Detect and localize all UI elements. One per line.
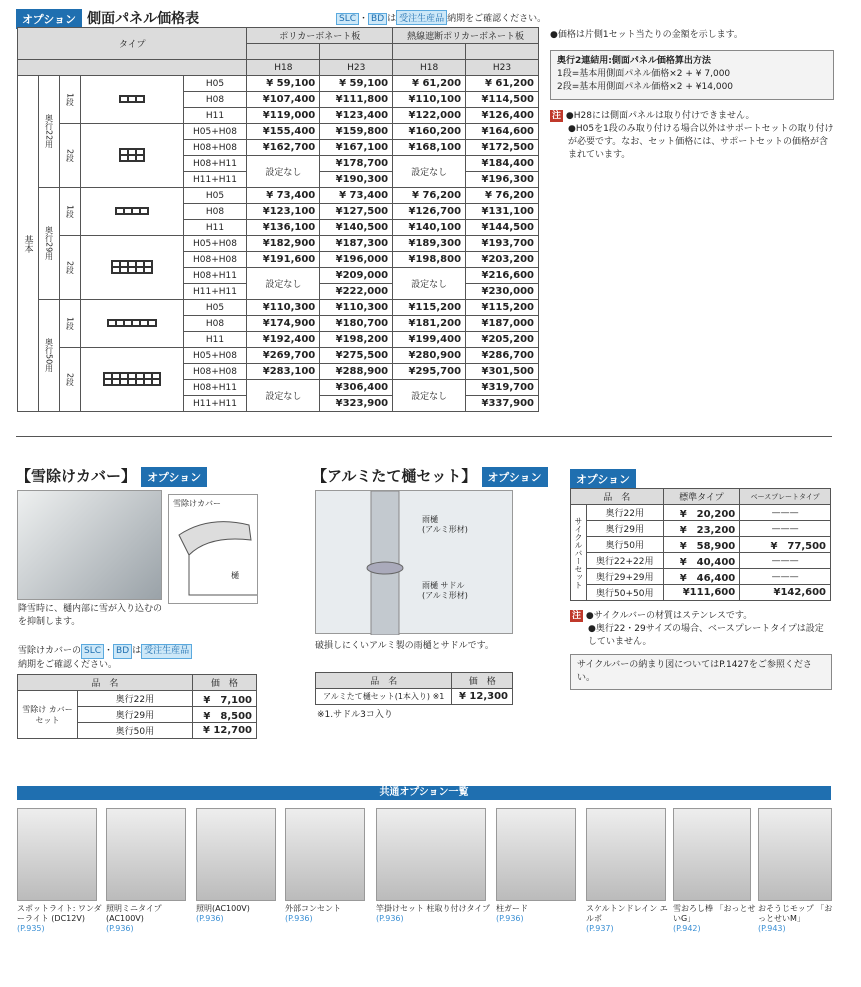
price-cell: ¥191,600 (247, 252, 320, 268)
price-cell: ¥190,300 (320, 172, 393, 188)
divider (16, 436, 832, 437)
not-available-cell: 設定なし (393, 156, 466, 188)
size-cell: H05+H08 (183, 124, 247, 140)
price-cell: ¥192,400 (247, 332, 320, 348)
size-cell: H05+H08 (183, 348, 247, 364)
snow-note: 雪除けカバーの SLC ・ BD は 受注生産品 納期をご確認ください。 (18, 644, 258, 672)
option-caption (106, 904, 192, 934)
price-cell: ¥168,100 (393, 140, 466, 156)
price-cell: ¥198,200 (320, 332, 393, 348)
price-cell: ¥140,100 (393, 220, 466, 236)
price-cell: ¥172,500 (466, 140, 539, 156)
snow-cover-diagram: 雪除けカバー 樋 (168, 494, 258, 604)
price-cell: ¥189,300 (393, 236, 466, 252)
price-cell: ¥ 61,200 (393, 76, 466, 92)
option-page-ref: (P.936) (285, 914, 313, 923)
price-cell: ¥164,600 (466, 124, 539, 140)
cycle-header: オプション (570, 468, 636, 489)
option-page-ref: (P.936) (496, 914, 524, 923)
price-cell: ¥127,500 (320, 204, 393, 220)
option-name: スケルトンドレイン エルボ (586, 904, 668, 923)
price-cell: ¥280,900 (393, 348, 466, 364)
size-cell: H11+H11 (183, 284, 247, 300)
price-cell: ¥167,100 (320, 140, 393, 156)
option-caption (586, 904, 672, 934)
price-cell: ¥199,400 (393, 332, 466, 348)
price-cell: ¥275,500 (320, 348, 393, 364)
price-cell: ¥295,700 (393, 364, 466, 380)
panel-grid-icon (80, 124, 183, 188)
price-cell: ¥114,500 (466, 92, 539, 108)
price-cell: ¥216,600 (466, 268, 539, 284)
size-cell: H08+H08 (183, 364, 247, 380)
size-cell: H08 (183, 92, 247, 108)
size-cell: H05+H08 (183, 236, 247, 252)
snow-table: 品 名 価 格 雪除け カバーセット 奥行22用 ¥ 7,100 奥行29用 ¥ 8,500 奥行50用 ¥ 12,700 (17, 674, 257, 739)
price-cell: ¥181,200 (393, 316, 466, 332)
price-cell: ¥126,400 (466, 108, 539, 124)
price-cell: ¥131,100 (466, 204, 539, 220)
price-cell: ¥209,000 (320, 268, 393, 284)
price-row (18, 188, 539, 204)
price-cell: ¥187,000 (466, 316, 539, 332)
panel-grid-icon (80, 188, 183, 236)
option-photo (586, 808, 666, 901)
option-caption (285, 904, 371, 924)
panel-grid-icon (80, 348, 183, 412)
option-page-ref: (P.937) (586, 924, 614, 933)
option-photo (285, 808, 365, 901)
price-cell: ¥ 73,400 (247, 188, 320, 204)
not-available-cell: 設定なし (393, 380, 466, 412)
option-name: 雪おろし棒 「おっとせいG」 (673, 904, 756, 923)
option-page-ref: (P.943) (758, 924, 786, 933)
price-cell: ¥160,200 (393, 124, 466, 140)
price-cell: ¥198,800 (393, 252, 466, 268)
made-to-order-badge: 受注生産品 (396, 10, 447, 25)
kihon-label: 基本 (18, 76, 39, 412)
price-cell: ¥196,300 (466, 172, 539, 188)
price-cell: ¥110,300 (247, 300, 320, 316)
price-cell: ¥205,200 (466, 332, 539, 348)
price-cell: ¥269,700 (247, 348, 320, 364)
option-name: 竿掛けセット 柱取り付けタイプ (376, 904, 491, 913)
snow-cover-header: 【雪除けカバー】 オプション (16, 465, 207, 487)
calc-box: 奥行2連結用:側面パネル価格算出方法 1段=基本用側面パネル価格×2 + ¥ 7,000 2段=基本用側面パネル価格×2 + ¥14,000 (550, 50, 834, 100)
option-photo (106, 808, 186, 901)
size-cell: H08+H08 (183, 140, 247, 156)
alumi-header: 【アルミたて樋セット】 オプション (312, 465, 548, 487)
price-cell: ¥159,800 (320, 124, 393, 140)
tier-label: 1段 (59, 76, 80, 124)
price-note: ●価格は片側1セット当たりの金額を示します。 (550, 30, 743, 40)
size-cell: H05 (183, 300, 247, 316)
option-name: おそうじモップ 「おっとせいM」 (758, 904, 833, 923)
price-cell: ¥196,000 (320, 252, 393, 268)
price-cell: ¥184,400 (466, 156, 539, 172)
option-photo (196, 808, 276, 901)
size-cell: H08 (183, 316, 247, 332)
option-caption (17, 904, 103, 934)
size-cell: H05 (183, 188, 247, 204)
price-cell: ¥115,200 (466, 300, 539, 316)
size-cell: H08+H11 (183, 380, 247, 396)
snow-cover-photo (17, 490, 162, 600)
option-photo (376, 808, 486, 901)
side-panel-title: 側面パネル価格表 (87, 11, 200, 27)
price-row (18, 236, 539, 252)
not-available-cell: 設定なし (247, 380, 320, 412)
side-panel-table: タイプ ポリカーボネート板 熱線遮断ポリカーボネート板 H18 H23 H18 H23 基本 奥行22用 1段 H05 ¥ 59,100 ¥ 59,100 ¥ 61,200 ¥ 61,200 H08 ¥107,400 ¥111,800 ¥110,100 ¥114,500 H11 ¥119,000 ¥123,400 ¥122,000 ¥126,400 2段 H05+H08 ¥155,400 ¥159,800 ¥160,200 ¥164,600 H08+H08 ¥162,700 ¥167,100 ¥168,100 ¥172,500 H08+H11 設定なし ¥178,700 設定なし ¥184,400 H11+H11 ¥190,300 ¥196,300 奥行29用 1段 H05 ¥ 73,400 ¥ 73,400 ¥ 76,200 ¥ 76,200 H08 ¥123,100 ¥127,500 ¥126,700 ¥131,100 H11 ¥136,100 ¥140,500 ¥140,100 ¥144,500 2段 H05+H08 ¥182,900 ¥187,300 ¥189,300 ¥193,700 H08+H08 ¥191,600 ¥196,000 ¥198,800 ¥203,200 H08+H11 設定なし ¥209,000 設定なし ¥216,600 H11+H11 ¥222,000 ¥230,000 奥行50用 1段 H05 ¥110,300 ¥110,300 ¥115,200 ¥115,200 H08 ¥174,900 ¥180,700 ¥181,200 ¥187,000 H11 ¥192,400 ¥198,200 ¥199,400 ¥205,200 2段 H05+H08 ¥269,700 ¥275,500 ¥280,900 ¥286,700 H08+H08 ¥283,100 ¥288,900 ¥295,700 ¥301,500 H08+H11 設定なし ¥306,400 設定なし ¥319,700 H11+H11 ¥323,900 ¥337,900 (17, 27, 539, 412)
panel-grid-icon (80, 236, 183, 300)
price-cell: ¥301,500 (466, 364, 539, 380)
price-row (18, 124, 539, 140)
bd-badge: BD (368, 13, 387, 25)
option-caption (496, 904, 582, 924)
price-cell: ¥286,700 (466, 348, 539, 364)
price-cell: ¥ 76,200 (466, 188, 539, 204)
size-cell: H08+H11 (183, 268, 247, 284)
price-cell: ¥144,500 (466, 220, 539, 236)
tier-label: 2段 (59, 124, 80, 188)
option-tag: オプション (16, 9, 82, 29)
price-cell: ¥115,200 (393, 300, 466, 316)
option-name: 照明(AC100V) (196, 904, 250, 913)
depth-label: 奥行29用 (38, 188, 59, 300)
option-name: 外部コンセント (285, 904, 341, 913)
warning-notes: 注 ●H28には側面パネルは取り付けできません。 ●H05を1段のみ取り付ける場合以外はサポートセットの取り付けが必要です。なお、セット価格には、サポートセットの価格が含まれています。 (552, 111, 834, 160)
size-cell: H11 (183, 332, 247, 348)
alumi-table: 品 名 価 格 アルミたて樋セット(1本入り) ※1 ¥ 12,300 (315, 672, 513, 705)
alumi-desc: 破損しにくいアルミ製の雨樋とサドルです。 (315, 641, 494, 651)
price-cell: ¥222,000 (320, 284, 393, 300)
size-cell: H11+H11 (183, 172, 247, 188)
price-cell: ¥111,800 (320, 92, 393, 108)
size-cell: H11+H11 (183, 396, 247, 412)
option-page-ref: (P.935) (17, 924, 45, 933)
price-row (18, 348, 539, 364)
cycle-table: 品 名 標準タイプ ベースプレートタイプ サイクルバーセット 奥行22用 ¥ 20,200 ——— 奥行29用 ¥ 23,200 ——— 奥行50用 ¥ 58,900 ¥ 77,500 奥行22+22用 ¥ 40,400 ——— 奥行29+29用 ¥ 46,400 ——— 奥行50+50用 ¥111,600 ¥142,600 (570, 488, 831, 601)
not-available-cell: 設定なし (247, 268, 320, 300)
price-cell: ¥180,700 (320, 316, 393, 332)
price-cell: ¥126,700 (393, 204, 466, 220)
alumi-footnote: ※1.サドル3コ入り (317, 710, 393, 720)
price-cell: ¥319,700 (466, 380, 539, 396)
cycle-ref: サイクルバーの納まり図についてはP.1427をご参照ください。 (570, 654, 832, 690)
option-page-ref: (P.936) (196, 914, 224, 923)
option-caption (196, 904, 282, 924)
price-cell: ¥107,400 (247, 92, 320, 108)
panel-grid-icon (80, 76, 183, 124)
price-cell: ¥119,000 (247, 108, 320, 124)
not-available-cell: 設定なし (247, 156, 320, 188)
option-photo (758, 808, 832, 901)
common-options-header: 共通オプション一覧 (17, 786, 831, 800)
price-cell: ¥123,100 (247, 204, 320, 220)
price-cell: ¥193,700 (466, 236, 539, 252)
option-caption (758, 904, 838, 934)
size-cell: H08 (183, 204, 247, 220)
size-cell: H11 (183, 108, 247, 124)
option-name: 柱ガード (496, 904, 528, 913)
option-page-ref: (P.936) (376, 914, 404, 923)
price-cell: ¥182,900 (247, 236, 320, 252)
price-cell: ¥ 59,100 (247, 76, 320, 92)
depth-label: 奥行50用 (38, 300, 59, 412)
price-cell: ¥337,900 (466, 396, 539, 412)
size-cell: H05 (183, 76, 247, 92)
option-name: 照明ミニタイプ (AC100V) (106, 904, 162, 923)
option-page-ref: (P.942) (673, 924, 701, 933)
option-caption (376, 904, 492, 924)
price-cell: ¥110,300 (320, 300, 393, 316)
price-row (18, 76, 539, 92)
price-cell: ¥140,500 (320, 220, 393, 236)
slc-badge: SLC (336, 13, 359, 25)
option-photo (673, 808, 751, 901)
tier-label: 2段 (59, 348, 80, 412)
price-cell: ¥306,400 (320, 380, 393, 396)
price-cell: ¥283,100 (247, 364, 320, 380)
price-cell: ¥110,100 (393, 92, 466, 108)
panel-grid-icon (80, 300, 183, 348)
alumi-photo: 雨樋 (アルミ形材) 雨樋 サドル (アルミ形材) (315, 490, 513, 634)
price-cell: ¥155,400 (247, 124, 320, 140)
side-panel-note: SLC ・ BD は 受注生産品 納期をご確認ください。 (336, 10, 546, 25)
price-cell: ¥178,700 (320, 156, 393, 172)
price-cell: ¥ 76,200 (393, 188, 466, 204)
depth-label: 奥行22用 (38, 76, 59, 188)
size-cell: H11 (183, 220, 247, 236)
price-cell: ¥323,900 (320, 396, 393, 412)
price-cell: ¥230,000 (466, 284, 539, 300)
snow-desc: 降雪時に、樋内部に雪が入り込むのを抑制します。 (18, 604, 163, 627)
price-cell: ¥122,000 (393, 108, 466, 124)
price-row (18, 300, 539, 316)
price-cell: ¥ 73,400 (320, 188, 393, 204)
caution-badge: 注 (552, 111, 562, 121)
size-cell: H08+H08 (183, 252, 247, 268)
price-cell: ¥ 59,100 (320, 76, 393, 92)
side-panel-header (16, 8, 199, 29)
cycle-notes: 注 ●サイクルバーの材質はステンレスです。 ●奥行22・29サイズの場合、ベースプレートタイプは設定していません。 (572, 611, 824, 647)
option-name: スポットライト: ワンダーライト (DC12V) (17, 904, 102, 923)
price-cell: ¥187,300 (320, 236, 393, 252)
option-caption (673, 904, 757, 934)
tier-label: 2段 (59, 236, 80, 300)
price-cell: ¥ 61,200 (466, 76, 539, 92)
price-cell: ¥203,200 (466, 252, 539, 268)
size-cell: H08+H11 (183, 156, 247, 172)
option-photo (496, 808, 576, 901)
tier-label: 1段 (59, 188, 80, 236)
price-cell: ¥162,700 (247, 140, 320, 156)
price-cell: ¥123,400 (320, 108, 393, 124)
price-cell: ¥136,100 (247, 220, 320, 236)
tier-label: 1段 (59, 300, 80, 348)
option-photo (17, 808, 97, 901)
price-cell: ¥288,900 (320, 364, 393, 380)
price-cell: ¥174,900 (247, 316, 320, 332)
not-available-cell: 設定なし (393, 268, 466, 300)
option-page-ref: (P.936) (106, 924, 134, 933)
